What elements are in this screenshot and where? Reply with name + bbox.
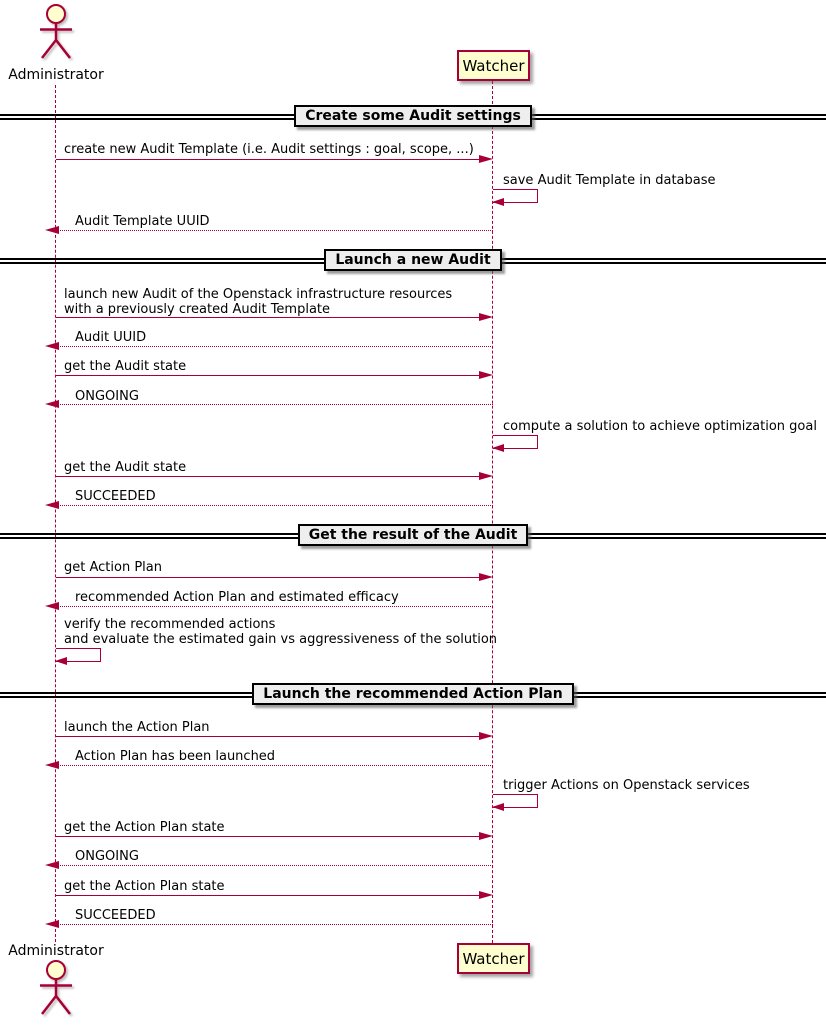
message-arrow-to-administrator	[60, 924, 493, 925]
divider-create-audit-settings	[0, 105, 826, 129]
message-arrow-to-watcher	[56, 836, 479, 837]
message-arrow-to-watcher	[56, 317, 479, 318]
watcher-participant-bottom	[457, 943, 530, 974]
arrowhead-left-icon	[45, 226, 59, 234]
message-arrow-to-watcher	[56, 577, 479, 578]
arrowhead-right-icon	[479, 832, 493, 840]
message-label: Audit Template UUID	[75, 214, 210, 229]
watcher-label-bottom: Watcher	[462, 949, 525, 968]
message-label: get the Action Plan state	[64, 879, 225, 894]
arrowhead-left-icon	[492, 803, 504, 811]
arrowhead-right-icon	[479, 573, 493, 581]
message-label: and evaluate the estimated gain vs aggressiveness of the solution	[64, 632, 498, 647]
message-label: SUCCEEDED	[75, 489, 156, 504]
message-arrow-to-administrator	[60, 505, 493, 506]
arrowhead-right-icon	[479, 371, 493, 379]
divider-label: Create some Audit settings	[294, 105, 532, 127]
administrator-label-top: Administrator	[8, 67, 104, 83]
message-label: SUCCEEDED	[75, 908, 156, 923]
administrator-lifeline	[55, 85, 56, 942]
message-label: ONGOING	[75, 849, 139, 864]
watcher-lifeline	[492, 81, 493, 943]
message-label: Action Plan has been launched	[75, 749, 276, 764]
message-label: ONGOING	[75, 389, 139, 404]
self-message-loop	[56, 648, 101, 662]
administrator-label-bottom: Administrator	[8, 943, 104, 959]
message-arrow-to-administrator	[60, 230, 493, 231]
message-arrow-to-administrator	[60, 346, 493, 347]
message-label: with a previously created Audit Template	[64, 302, 331, 317]
message-label: get the Audit state	[64, 359, 187, 374]
message-label: get the Audit state	[64, 460, 187, 475]
message-arrow-to-administrator	[60, 606, 493, 607]
arrowhead-left-icon	[492, 198, 504, 206]
arrowhead-left-icon	[45, 861, 59, 869]
message-arrow-to-administrator	[60, 765, 493, 766]
arrowhead-left-icon	[45, 602, 59, 610]
message-label: Audit UUID	[75, 330, 147, 345]
message-label: save Audit Template in database	[503, 173, 716, 188]
message-arrow-to-administrator	[60, 404, 493, 405]
message-arrow-to-watcher	[56, 375, 479, 376]
arrowhead-right-icon	[479, 313, 493, 321]
divider-launch-action-plan	[0, 683, 826, 707]
message-arrow-to-watcher	[56, 159, 479, 160]
self-message-loop	[493, 189, 538, 203]
message-arrow-to-watcher	[56, 736, 479, 737]
divider-label: Launch a new Audit	[324, 249, 501, 271]
message-arrow-to-watcher	[56, 895, 479, 896]
arrowhead-left-icon	[45, 342, 59, 350]
message-label: get the Action Plan state	[64, 820, 225, 835]
divider-label: Launch the recommended Action Plan	[252, 683, 573, 705]
message-arrow-to-watcher	[56, 476, 479, 477]
watcher-label-top: Watcher	[462, 56, 525, 75]
arrowhead-left-icon	[45, 400, 59, 408]
arrowhead-left-icon	[45, 920, 59, 928]
divider-launch-new-audit	[0, 249, 826, 273]
arrowhead-left-icon	[45, 761, 59, 769]
message-arrow-to-administrator	[60, 865, 493, 866]
arrowhead-left-icon	[55, 657, 67, 665]
arrowhead-right-icon	[479, 732, 493, 740]
arrowhead-right-icon	[479, 472, 493, 480]
administrator-actor-icon	[34, 3, 78, 60]
message-label: trigger Actions on Openstack services	[503, 778, 750, 793]
divider-label: Get the result of the Audit	[298, 524, 529, 546]
arrowhead-right-icon	[479, 155, 493, 163]
arrowhead-left-icon	[492, 444, 504, 452]
watcher-participant-top	[457, 50, 530, 81]
message-label: get Action Plan	[64, 560, 162, 575]
self-message-loop	[493, 794, 538, 808]
message-label: launch new Audit of the Openstack infrastructure resources	[64, 287, 453, 302]
divider-get-audit-result	[0, 524, 826, 548]
administrator-actor-icon	[34, 959, 78, 1016]
arrowhead-right-icon	[479, 891, 493, 899]
message-label: launch the Action Plan	[64, 720, 210, 735]
message-label: verify the recommended actions	[64, 617, 276, 632]
message-label: recommended Action Plan and estimated efficacy	[75, 590, 399, 605]
message-label: create new Audit Template (i.e. Audit settings : goal, scope, ...)	[64, 142, 474, 157]
message-label: compute a solution to achieve optimization goal	[503, 419, 817, 434]
self-message-loop	[493, 435, 538, 449]
arrowhead-left-icon	[45, 501, 59, 509]
